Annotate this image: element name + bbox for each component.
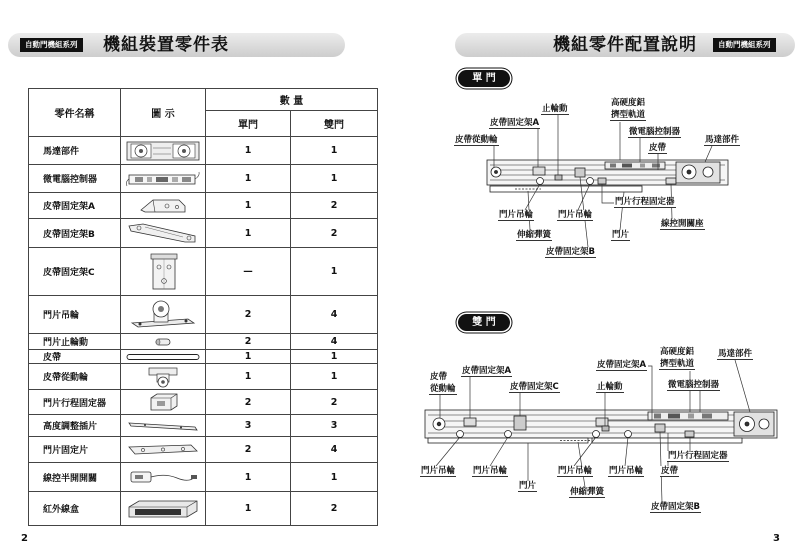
label-belt-bracket-a-left: 皮帶固定架A bbox=[462, 366, 512, 376]
qty-double: 1 bbox=[291, 364, 378, 390]
single-belt-bracket-a bbox=[533, 167, 545, 175]
qty-single: 1 bbox=[206, 165, 291, 193]
part-name: 門片行程固定器 bbox=[29, 390, 121, 415]
part-name: 門片吊輪 bbox=[29, 296, 121, 334]
label-controller: 微電腦控制器 bbox=[629, 127, 681, 137]
single-door-rail-diagram bbox=[487, 160, 728, 192]
label-stopper: 止輪動 bbox=[542, 104, 568, 114]
part-name: 皮帶固定架A bbox=[29, 193, 121, 219]
part-name: 微電腦控制器 bbox=[29, 165, 121, 193]
left-page-title: 機組裝置零件表 bbox=[103, 35, 229, 55]
qty-double: 1 bbox=[291, 350, 378, 364]
part-name: 線控半開開關 bbox=[29, 463, 121, 492]
label-belt: 皮帶 bbox=[649, 143, 667, 153]
header-single-door: 單門 bbox=[206, 111, 291, 137]
label-hanger-4: 門片吊輪 bbox=[609, 466, 644, 476]
qty-single: 1 bbox=[206, 137, 291, 165]
part-name: 門片固定片 bbox=[29, 437, 121, 463]
qty-double: 1 bbox=[291, 137, 378, 165]
label-door-panel: 門片 bbox=[612, 230, 630, 240]
label-belt-bracket-c: 皮帶固定架C bbox=[510, 382, 559, 392]
label-rail-line1: 高硬度鋁 bbox=[660, 347, 695, 357]
part-name: 皮帶從動輪 bbox=[29, 364, 121, 390]
part-name: 紅外線盒 bbox=[29, 492, 121, 526]
qty-double: 2 bbox=[291, 492, 378, 526]
label-belt-bracket-a-right: 皮帶固定架A bbox=[597, 360, 647, 370]
double-travel-stop bbox=[685, 431, 694, 437]
right-series-label: 自動門機組系列 bbox=[713, 38, 776, 52]
part-name: 馬達部件 bbox=[29, 137, 121, 165]
qty-double: 1 bbox=[291, 248, 378, 296]
label-belt-bracket-b: 皮帶固定架B bbox=[651, 502, 700, 512]
single-hanger-1 bbox=[537, 178, 544, 185]
label-driven-pulley: 皮帶從動輪 bbox=[455, 135, 498, 145]
label-spring: 伸縮彈簧 bbox=[570, 487, 605, 497]
label-belt-bracket-b: 皮帶固定架B bbox=[546, 247, 595, 257]
qty-double: 4 bbox=[291, 296, 378, 334]
qty-double: 4 bbox=[291, 334, 378, 350]
qty-double: 2 bbox=[291, 390, 378, 415]
double-stopper bbox=[602, 426, 609, 431]
label-motor: 馬達部件 bbox=[705, 135, 740, 145]
label-hanger-3: 門片吊輪 bbox=[558, 466, 593, 476]
header-quantity: 數 量 bbox=[206, 89, 378, 111]
single-hanger-2 bbox=[587, 178, 594, 185]
qty-double: 1 bbox=[291, 165, 378, 193]
qty-single: 1 bbox=[206, 364, 291, 390]
label-hanger-2: 門片吊輪 bbox=[473, 466, 508, 476]
label-hanger-1: 門片吊輪 bbox=[499, 210, 534, 220]
part-name: 高度調整插片 bbox=[29, 415, 121, 437]
double-door-panel-right-top bbox=[592, 438, 742, 443]
double-door-rail-diagram bbox=[425, 410, 777, 443]
right-page-number: 3 bbox=[773, 533, 780, 544]
part-name: 皮帶固定架B bbox=[29, 219, 121, 248]
label-switch-base: 線控開關座 bbox=[661, 219, 704, 229]
header-image: 圖 示 bbox=[121, 89, 206, 137]
label-door-panel: 門片 bbox=[519, 481, 537, 491]
part-name: 皮帶固定架C bbox=[29, 248, 121, 296]
single-switch-base bbox=[666, 178, 676, 184]
single-door-panel-top bbox=[490, 186, 642, 192]
qty-double: 1 bbox=[291, 463, 378, 492]
single-door-badge: 單 門 bbox=[458, 70, 510, 87]
label-rail-line1: 高硬度鋁 bbox=[611, 98, 646, 108]
label-controller: 微電腦控制器 bbox=[668, 380, 720, 390]
label-hanger-1: 門片吊輪 bbox=[421, 466, 456, 476]
double-hanger-4 bbox=[625, 431, 632, 438]
label-motor: 馬達部件 bbox=[718, 349, 753, 359]
label-driven-pulley-line1: 皮帶 bbox=[430, 372, 448, 382]
label-belt-bracket-a: 皮帶固定架A bbox=[490, 118, 540, 128]
qty-single: — bbox=[206, 248, 291, 296]
label-rail-line2: 擠型軌道 bbox=[660, 359, 695, 369]
header-double-door: 雙門 bbox=[291, 111, 378, 137]
label-travel-stop: 門片行程固定器 bbox=[615, 197, 675, 207]
qty-single: 1 bbox=[206, 193, 291, 219]
double-hanger-3 bbox=[593, 431, 600, 438]
part-name: 皮帶 bbox=[29, 350, 121, 364]
qty-single: 2 bbox=[206, 437, 291, 463]
right-page-title: 機組零件配置說明 bbox=[553, 35, 697, 55]
qty-double: 2 bbox=[291, 193, 378, 219]
single-belt-bracket-b bbox=[575, 168, 585, 177]
single-travel-stop bbox=[598, 178, 606, 184]
double-belt-bracket-a-left bbox=[464, 418, 476, 426]
double-belt-bracket-c bbox=[514, 416, 526, 430]
label-driven-pulley-line2: 從動輪 bbox=[430, 384, 456, 394]
label-rail-line2: 擠型軌道 bbox=[611, 110, 646, 120]
left-page-number: 2 bbox=[21, 533, 28, 544]
double-hanger-2 bbox=[505, 431, 512, 438]
label-belt: 皮帶 bbox=[661, 466, 679, 476]
qty-single: 3 bbox=[206, 415, 291, 437]
qty-single: 1 bbox=[206, 463, 291, 492]
qty-double: 4 bbox=[291, 437, 378, 463]
double-hanger-1 bbox=[457, 431, 464, 438]
left-series-label: 自動門機組系列 bbox=[20, 38, 83, 52]
label-stopper: 止輪動 bbox=[597, 382, 623, 392]
qty-double: 3 bbox=[291, 415, 378, 437]
label-hanger-2: 門片吊輪 bbox=[558, 210, 593, 220]
qty-single: 2 bbox=[206, 296, 291, 334]
qty-double: 2 bbox=[291, 219, 378, 248]
label-travel-stop: 門片行程固定器 bbox=[668, 451, 728, 461]
double-belt-bracket-a-right bbox=[596, 418, 608, 426]
label-spring: 伸縮彈簧 bbox=[517, 230, 552, 240]
double-door-badge: 雙 門 bbox=[458, 314, 510, 331]
qty-single: 1 bbox=[206, 350, 291, 364]
qty-single: 2 bbox=[206, 390, 291, 415]
qty-single: 2 bbox=[206, 334, 291, 350]
single-stopper bbox=[555, 175, 562, 180]
part-name: 門片止輪動 bbox=[29, 334, 121, 350]
qty-single: 1 bbox=[206, 219, 291, 248]
qty-single: 1 bbox=[206, 492, 291, 526]
header-part-name: 零件名稱 bbox=[29, 89, 121, 137]
double-belt-bracket-b bbox=[655, 424, 665, 432]
